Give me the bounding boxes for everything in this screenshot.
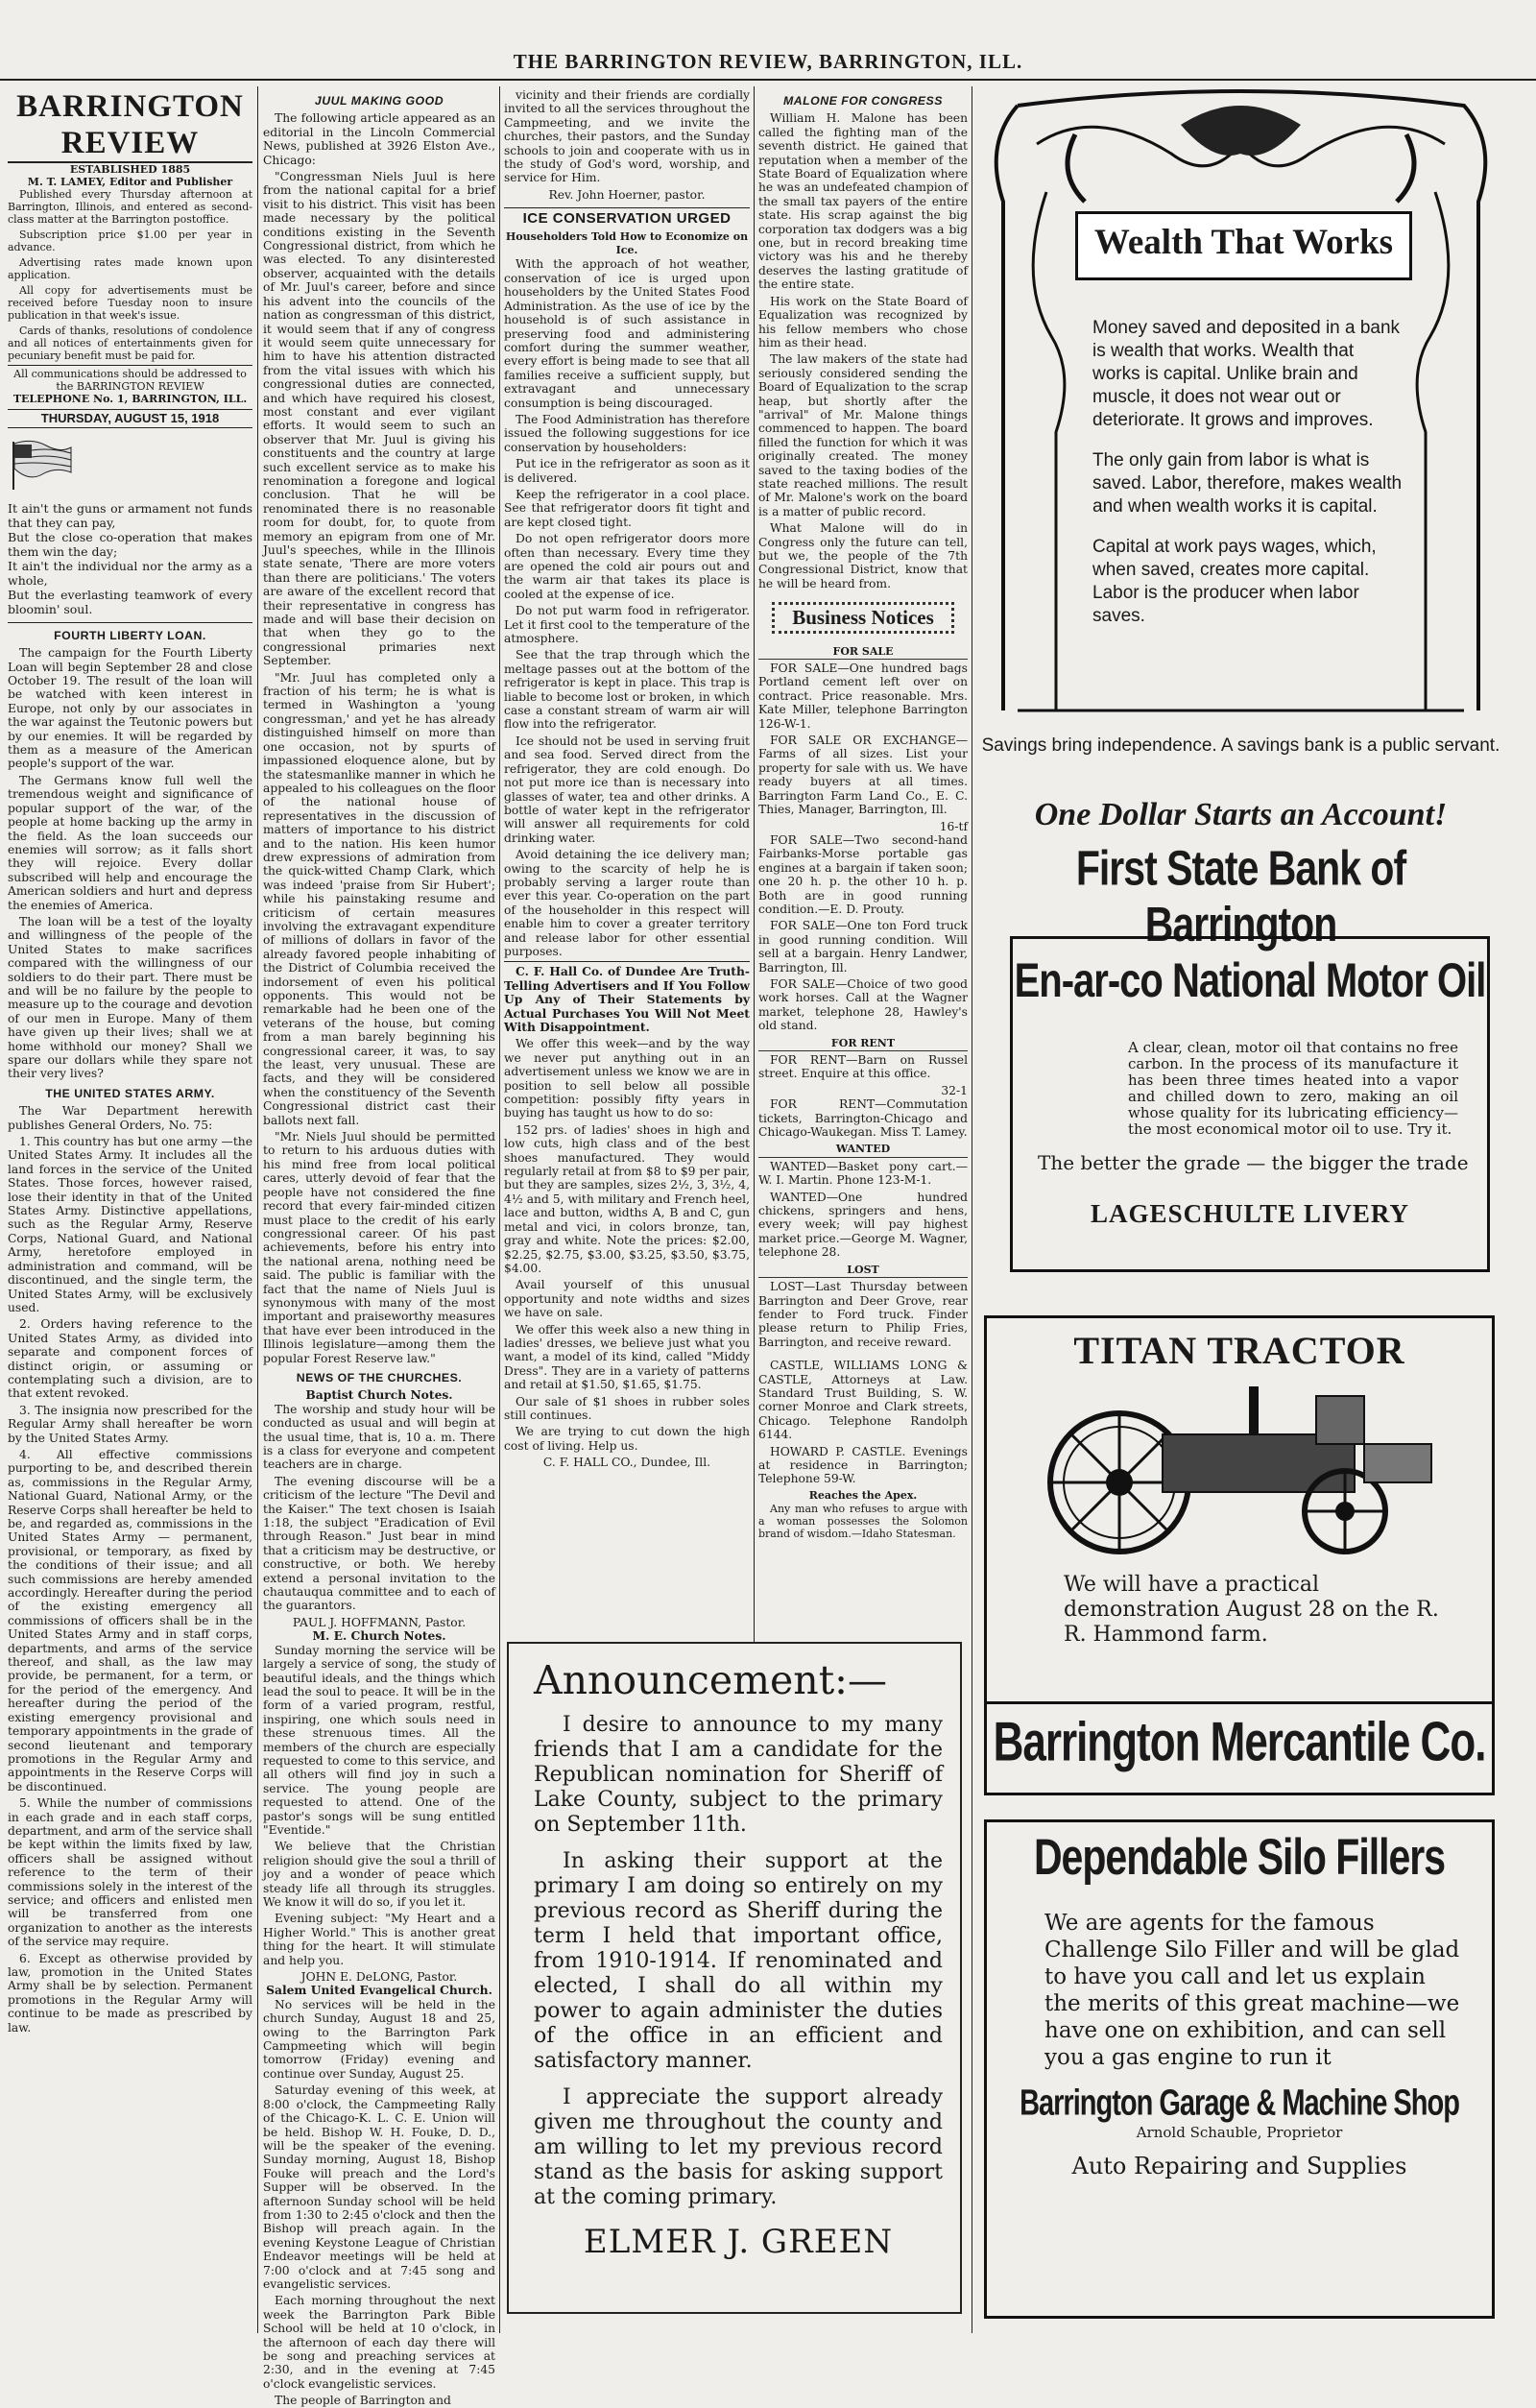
article-paragraph: Evening subject: "My Heart and a Higher World." This is another great thing for the heart. It will stimulate and help you. <box>263 1912 495 1967</box>
announcement-paragraph: In asking their support at the primary I am doing so entirely on my previous record as Sheriff during the term I held that important office, from 1910-1914. If renominated and elected, I shall do all within my power to again administer the duties of the office in an efficient and satisfactory manner. <box>534 1849 943 2073</box>
tractor-title: TITAN TRACTOR <box>1073 1329 1405 1372</box>
signature: C. F. HALL CO., Dundee, Ill. <box>542 1456 711 1470</box>
signature: Rev. John Hoerner, pastor. <box>548 187 706 202</box>
article-paragraph: The evening discourse will be a criticism of the lecture "The Devil and the Kaiser." The text chosen is Isaiah 1:18, the subject "Eradication of Evil through Reason." Just bear in mind that a criticism may be destructive, or constructive, or both. We hereby extend a personal invitation to the chautauqua committee and to each of the guarantors. <box>263 1474 495 1613</box>
bank-name: First State Bank of Barrington <box>1075 840 1406 952</box>
classified-ad: FOR SALE—One ton Ford truck in good running condition. Will sell at a bargain. Henry Landwer, Barrington, Ill. <box>758 919 968 975</box>
for-rent-subhead: FOR RENT <box>758 1037 968 1051</box>
article-paragraph: Sunday morning the service will be largely a service of song, the study of beautiful ideals, and the things which lead the soul to peace. It will be in the form of a varied program, restful, inspiring, one which souls need in these strenuous times. All the members of the church are especially requested to come to this service, and all others will find joy in such a service. The young people are requested to attend. One of the pastor's songs will be sung entitled "Eventide." <box>263 1643 495 1837</box>
poem-line: It ain't the guns or armament not funds that they can pay, <box>8 500 252 530</box>
article-paragraph: 6. Except as otherwise provided by law, promotion in the United States Army shall be by selection. Permanent promotions in the Regular Army will continue to be made as prescribed by law. <box>8 1951 252 2035</box>
subscription-note: Subscription price $1.00 per year in advance. <box>8 229 252 253</box>
tractor-body: We will have a practical demonstration August 28 on the R. R. Hammond farm. <box>1064 1573 1439 1647</box>
classified-ad: FOR SALE—One hundred bags Portland cement left over on contract. Price reasonable. Mrs. Kate Miller, telephone Barrington 126-W-1. <box>758 662 968 731</box>
announcement-paragraph: I appreciate the support already given me throughout the county and am willing to let my previous record stand as the basis for asking support at the coming primary. <box>534 2085 943 2209</box>
article-paragraph: The Germans know full well the tremendous weight and significance of popular support of the war, of the people at home backing up the army in the field. As the loan succeeds our enemies will sorrow; as it falls short they will rejoice. Every dollar subscribed will help and encourage the American soldiers and hurt and depress the enemies of America. <box>8 773 252 912</box>
article-paragraph: Do not put warm food in refrigerator. Let it first cool to the temperature of the atmosphere. <box>504 604 750 646</box>
ad-number: 32-1 <box>941 1083 968 1097</box>
article-paragraph: "Mr. Juul has completed only a fraction of his term; he is what is termed in Washington a 'young congressman,' and yet he has already distinguished himself on more than one occasion, not by spurts of impassioned eloquence alone, but by the statesmanlike manner in which he appealed to his colleagues on the floor of the national house of representatives in the discussion of matters of importance to his district and to the nation. His keen humor drew expressions of admiration from the quick-witted Champ Clark, which was indeed 'praise from Sir Hubert'; while his painstaking resume and criticism of certain measures involving the extravagant expenditure of millions of dollars in favor of the already favored people inhabiting of the District of Columbia received the indorsement of even his political opponents. This would not be remarkable had he been one of the veterans of the house, but coming from a man barely beginning his congressional career, it was, to say the least, very unusual. These are facts, and they will be considered when the constituency of the Seventh Congressional district cast their ballots next fall. <box>263 670 495 1127</box>
classified-ad: WANTED—Basket pony cart.—W. I. Martin. Phone 123-M-1. <box>758 1159 968 1188</box>
article-paragraph: Do not open refrigerator doors more often than necessary. Every time they are opened the cold air pours out and the warm air that takes its place is cooled at the expense of ice. <box>504 532 750 601</box>
copy-note: All copy for advertisements must be received before Tuesday noon to insure publication in that week's issue. <box>8 284 252 322</box>
signature: PAUL J. HOFFMANN, Pastor. <box>292 1615 467 1629</box>
article-paragraph: The worship and study hour will be conducted as usual and will begin at the usual time, that is, 10 a. m. There is a class for everyone and competent teachers are in charge. <box>263 1402 495 1472</box>
bank-ad <box>979 86 1502 759</box>
advertising-note: Advertising rates made known upon application. <box>8 256 252 281</box>
livery-name: LAGESCHULTE LIVERY <box>1091 1199 1409 1228</box>
article-paragraph: See that the trap through which the meltage passes out at the bottom of the refrigerator is kept in place. This trap is liable to become lost or broken, in which case a constant stream of warm air will flow into the refrigerator. <box>504 648 750 732</box>
article-paragraph: The law makers of the state had seriously considered sending the Board of Equalization to the scrap heap, but shortly after the "arrival" of Mr. Malone things commenced to happen. The board filled the function for which it was originally created. The money saved to the taxing bodies of the state reached millions. The result of Mr. Malone's work on the board is a matter of public record. <box>758 352 968 518</box>
column-rule <box>257 86 258 2333</box>
juul-headline: JUUL MAKING GOOD <box>314 94 444 108</box>
flag-icon <box>8 438 75 492</box>
classified-ad: LOST—Last Thursday between Barrington and Deer Grove, rear fender to Ford truck. Finder please return to Philip Fries, Barrington, and receive reward. <box>758 1280 968 1349</box>
article-paragraph: We believe that the Christian religion should give the soul a thrill of joy and a wonder of peace which steady life all through its struggles. We know it will do so, if you let it. <box>263 1840 495 1909</box>
editor-line: M. T. LAMEY, Editor and Publisher <box>27 176 233 188</box>
article-paragraph: Put ice in the refrigerator as soon as it is delivered. <box>504 457 750 485</box>
ad-number: 16-tf <box>939 819 968 833</box>
article-paragraph: We are trying to cut down the high cost of living. Help us. <box>504 1425 750 1453</box>
oil-title: En-ar-co National Motor Oil <box>1014 954 1486 1008</box>
top-rule <box>0 79 1536 81</box>
masthead <box>8 88 252 188</box>
poem-line: It ain't the individual nor the army as a whole, <box>8 558 252 588</box>
law-card: CASTLE, WILLIAMS LONG & CASTLE, Attorneys at Law. Standard Trust Building, S. W. corner Monroe and Clark streets, Chicago. Telephone Randolph 6144. <box>758 1359 968 1442</box>
savings-slogan: Savings bring independence. A savings bank is a public servant. <box>981 735 1500 756</box>
article-paragraph: Each morning throughout the next week the Barrington Park Bible School will be held at 10 o'clock, in the afternoon of each day there will be song and preaching services at 2:30, and in the evening at 7:45 o'clock evangelistic services. <box>263 2294 495 2391</box>
churches-headline: NEWS OF THE CHURCHES. <box>296 1370 463 1385</box>
tractor-icon <box>1028 1377 1451 1559</box>
hall-co-headline: C. F. Hall Co. of Dundee Are Truth-Telling Advertisers and If You Follow Up Any of Their Statements by Actual Purchases You Will Not Meet With Disappointment. <box>504 961 750 1034</box>
for-sale-subhead: FOR SALE <box>758 645 968 660</box>
classified-ad: FOR RENT—Commutation tickets, Barrington-Chicago and Chicago-Waukegan. Miss T. Lamey. <box>758 1097 968 1140</box>
oil-slogan: The better the grade — the bigger the trade <box>1038 1151 1469 1174</box>
article-paragraph: vicinity and their friends are cordially invited to all the services throughout the Campmeeting, and we invite the churches, their pastors, and the Sunday schools to join and cooperate with us in the study of God's word, worship, and service for Him. <box>504 88 750 185</box>
wealth-title: Wealth That Works <box>1075 211 1412 280</box>
oil-body: A clear, clean, motor oil that contains no free carbon. In the process of its manufacture it has been three times heated into a vapor and chilled down to zero, making an oil whose quality for its lubricating efficiency—the most economical motor oil to use. Try it. <box>1128 1039 1458 1138</box>
law-card: HOWARD P. CASTLE. Evenings at residence in Barrington; Telephone 59-W. <box>758 1444 968 1486</box>
wealth-paragraph: Capital at work pays wages, which, when saved, creates more capital. Labor is the producer when labor saves. <box>1092 537 1377 626</box>
column-rule <box>499 86 500 2333</box>
announcement-signature: ELMER J. GREEN <box>583 2223 894 2261</box>
article-paragraph: The following article appeared as an editorial in the Lincoln Commercial News, published at 3926 Elston Ave., Chicago: <box>263 111 495 167</box>
classified-ad: FOR SALE—Two second-hand Fairbanks-Morse portable gas engines at a bargain if taken soon; one 20 h. p. the other 10 h. p. Both are in good running condition.—E. D. Prouty. <box>758 832 968 916</box>
silo-title: Dependable Silo Fillers <box>1033 1828 1446 1886</box>
article-paragraph: Ice should not be used in serving fruit and sea food. Served direct from the refrigerator, they are cold enough. Do not put more ice than is necessary into glasses of water, tea and other drinks. A bottle of water kept in the refrigerator will answer all requirements for cold drinking water. <box>504 734 750 845</box>
garage-name: Barrington Garage & Machine Shop <box>1020 2083 1459 2124</box>
auto-repair-line: Auto Repairing and Supplies <box>1071 2153 1407 2179</box>
article-paragraph: We offer this week—and by the way we never put anything out in an advertisement unless we know we are in position to sell below all possible competition: possibly fifty years in buying has taught us how to do so: <box>504 1037 750 1120</box>
ice-headline: ICE CONSERVATION URGED <box>504 207 750 226</box>
column-rule <box>754 86 755 1642</box>
column-3 <box>504 88 750 1634</box>
article-paragraph: William H. Malone has been called the fighting man of the seventh district. He gained that reputation when a member of the State Board of Equalization where he was an undefeated champion of the small tax payers of the entire state. His scrap against the big corporation tax dodgers was a big one, but in record breaking time victory was his and he thereby deserves the lasting gratitude of the entire state. <box>758 111 968 292</box>
wanted-subhead: WANTED <box>758 1143 968 1157</box>
wealth-paragraph: The only gain from labor is what is saved. Labor, therefore, makes wealth and when wealth works it is capital. <box>1092 450 1403 517</box>
motor-oil-ad <box>1010 936 1490 1272</box>
article-paragraph: 152 prs. of ladies' shoes in high and low cuts, high class and of the best shoes manufactured. They would regularly retail at from $8 to $9 per pair, but they are samples, sizes 2½, 3, 3½, 4, 4½ and 5, with military and French heel, lace and button, widths A, B and C, gun metal and vici, in colors bronze, tan, gray and white. Note the prices: $2.00, $2.25, $2.75, $3.00, $3.25, $3.50, $3.75, $4.00. <box>504 1122 750 1275</box>
cards-note: Cards of thanks, resolutions of condolence and all notices of entertainments given for pecuniary benefit must be paid for. <box>8 325 252 362</box>
classified-ad: WANTED—One hundred chickens, springers and hens, every week; will pay highest market price.—George M. Wagner, telephone 28. <box>758 1190 968 1260</box>
army-headline: THE UNITED STATES ARMY. <box>45 1086 215 1100</box>
baptist-subhead: Baptist Church Notes. <box>305 1387 453 1403</box>
column-2 <box>263 88 495 2408</box>
article-paragraph: With the approach of hot weather, conservation of ice is urged upon householders by the United States Food Administration. As the use of ice by the household is of such assistance in preserving food and administering comfort during the summer weather, every effort is being made to see that all families receive a sufficient supply, but extravagant and unnecessary consumption is being discouraged. <box>504 257 750 410</box>
article-paragraph: 2. Orders having reference to the United States Army, as divided into separate and component forces of distinct origin, or assuming or contemplating such a division, are to that extent revoked. <box>8 1317 252 1401</box>
apex-subhead: Reaches the Apex. <box>808 1488 918 1502</box>
article-paragraph: 1. This country has but one army —the United States Army. It includes all the land forces in the service of the United States. Those forces, however raised, lose their identity in that of the United States Army. Distinctive appellations, such as the Regular Army, Reserve Corps, National Guard, and National Army, heretofore employed in administration and command, will be discontinued, and the single term, the United States Army, will be exclusively used. <box>8 1135 252 1314</box>
apex-paragraph: Any man who refuses to argue with a woman possesses the Solomon brand of wisdom.—Idaho Statesman. <box>758 1503 968 1541</box>
wealth-body <box>1092 317 1404 645</box>
announcement-box <box>507 1642 962 2314</box>
article-paragraph: Our sale of $1 shoes in rubber soles still continues. <box>504 1394 750 1422</box>
business-notices-title: Business Notices <box>772 602 954 633</box>
article-paragraph: Avail yourself of this unusual opportunity and note widths and sizes we have on sale. <box>504 1278 750 1320</box>
poem-line: But the close co-operation that makes them win the day; <box>8 529 252 559</box>
announcement-title: Announcement:— <box>534 1657 887 1703</box>
mercantile-ad <box>984 1704 1495 1795</box>
article-paragraph: 3. The insignia now prescribed for the Regular Army shall hereafter be worn by the United States Army. <box>8 1403 252 1445</box>
article-paragraph: "Mr. Niels Juul should be permitted to return to his arduous duties with his mind free from local political cares, utterly devoid of fear that the people have not considered the fine record that every fair-minded citizen must place to the credit of his early congressional career. Of his past achievements, before his entry into the national arena, nothing need be said. The public is familiar with the fact that the name of Niels Juul is synonymous with many of the most important and praiseworthy measures that have ever been introduced in the Illinois legislature—among them the popular Forest Reserve law." <box>263 1130 495 1365</box>
silo-filler-ad <box>984 1819 1495 2319</box>
poem-line: But the everlasting teamwork of every bloomin' soul. <box>8 587 252 616</box>
telephone-line: TELEPHONE No. 1, BARRINGTON, ILL. <box>12 393 248 405</box>
article-paragraph: Saturday evening of this week, at 8:00 o'clock, the Campmeeting Rally of the Chicago-K. L. C. E. Union will be held. Bishop W. H. Fouke, D. D., will be the speaker of the evening. Sunday morning, August 18, Bishop Fouke will preach and the Lord's Supper will be observed. In the afternoon Sunday school will be held from 1:30 to 2:45 o'clock and then the Bishop will preach again. In the evening Keystone League of Christian Endeavor meetings will be held at 7:00 o'clock and at 7:45 song and evangelistic services. <box>263 2083 495 2291</box>
wealth-paragraph: Money saved and deposited in a bank is wealth that works. Wealth that works is capital. Unlike brain and muscle, it does not wear out or deteriorate. It grows and improves. <box>1092 318 1401 430</box>
article-paragraph: The loan will be a test of the loyalty and willingness of the people of the United States to make sacrifices compared with the willingness of our soldiers to do their part. There must be and will be no failure by the people to measure up to the courage and devotion of our men in Europe. Many of them have given up their lives; shall we at home withhold our money? Shall we spare our dollars while they spare not their very lives? <box>8 914 252 1081</box>
column-4 <box>758 88 968 1634</box>
classified-ad: FOR SALE OR EXCHANGE—Farms of all sizes. List your property for sale with us. We have ready buyers at all times. Barrington Farm Land Co., E. C. Thies, Manager, Barrington, Ill. <box>758 734 968 817</box>
article-paragraph: The campaign for the Fourth Liberty Loan will begin September 28 and close October 19. The result of the loan will be watched with keen interest in Europe, not only by our associates in the war against the Teutonic powers but by our enemies. It will be regarded by them as a measure of the American people's support of the war. <box>8 646 252 771</box>
divider <box>8 622 252 623</box>
established-line: ESTABLISHED 1885 <box>69 163 191 176</box>
liberty-loan-headline: FOURTH LIBERTY LOAN. <box>54 628 206 642</box>
masthead-title: BARRINGTON REVIEW <box>8 88 252 163</box>
one-dollar-slogan: One Dollar Starts an Account! <box>1034 797 1448 832</box>
silo-body: We are agents for the famous Challenge Silo Filler and will be glad to have you call and let us explain the merits of this great machine—we have one on exhibition, and can sell you a gas engine to run it <box>1044 1911 1460 2070</box>
ice-subhead: Householders Told How to Economize on Ice. <box>505 229 749 257</box>
announcement-paragraph: I desire to announce to my many friends that I am a candidate for the Republican nomination for Sheriff of Lake County, subject to the primary on September 11th. <box>534 1713 943 1837</box>
article-paragraph: "Congressman Niels Juul is here from the national capital for a brief visit to his district. This visit has been made necessary by the political conditions existing in the Seventh Congressional district, from which he was elected. To any disinterested observer, acquainted with the details of Mr. Juul's career, before and since his advent into the councils of the nation as congressman of this district, it would seem that if any of congress it would seem quite unnecessary for him to have his attention distracted from the vital issues with which his congressional duties are connected, and which have required his closest, most constant and ever vigilant efforts. It would seem to such an observer that Mr. Juul is giving his constituents and the country at large such excellent service as to make his renomination a foregone and logical conclusion. That he will be renominated there is no reasonable room for doubt, for, to quote from memory an epigram from one of Mr. Juul's speeches, while in the Illinois state senate, 'There are more voters than there are politicians.' The voters are aware of the excellent record that their representative in congress has made and will base their decision on that when they go to the congressional primaries next September. <box>263 170 495 668</box>
salem-subhead: Salem United Evangelical Church. <box>266 1983 492 1998</box>
column-1 <box>8 88 252 2335</box>
signature: JOHN E. DeLONG, Pastor. <box>300 1970 458 1985</box>
address-line: All communications should be addressed to the BARRINGTON REVIEW <box>8 365 252 393</box>
article-paragraph: Avoid detaining the ice delivery man; owing to the scarcity of help he is probably serving a larger route than ever this year. Co-operation on the part of the householder in this respect will enable him to cover a greater territory and release labor for other essential purposes. <box>504 848 750 958</box>
article-paragraph: His work on the State Board of Equalization was recognized by his fellow members who chose him as their head. <box>758 294 968 349</box>
article-paragraph: What Malone will do in Congress only the future can tell, but we, the people of the 7th Congressional District, know that he will be heard from. <box>758 521 968 590</box>
malone-headline: MALONE FOR CONGRESS <box>783 94 943 108</box>
article-paragraph: 4. All effective commissions purporting to be, and described therein as, commissions in the Regular Army, National Guard, National Army, or the Reserve Corps shall hereafter be held to be, and regarded as, commissions in the United States Army — permanent, provisional, or temporary, as fixed by the conditions of their issue; and all such commissions are hereby amended accordingly. Hereafter during the period of the existing emergency all commissions of officers shall be in the United States Army and in staff corps, departments, and arms of the service thereof, and shall, as the law may provide, be permanent, for a term, or for the period of the emergency. And hereafter during the period of the existing emergency provisional and temporary appointments in the grade of second lieutenant and temporary promotions in the Regular Army and appointments in the Reserve Corps will be discontinued. <box>8 1447 252 1794</box>
proprietor-line: Arnold Schauble, Proprietor <box>1136 2124 1343 2141</box>
article-paragraph: 5. While the number of commissions in each grade and in each staff corps, department, and arm of the service shall be kept within the limits fixed by law, officers shall be assigned without reference to the term of their commissions solely in the interest of the service; and officers and enlisted men will be transferred from one organization to another as the interests of the service may require. <box>8 1796 252 1949</box>
mercantile-name: Barrington Mercantile Co. <box>993 1712 1486 1773</box>
issue-date: THURSDAY, AUGUST 15, 1918 <box>8 409 252 428</box>
article-paragraph: The Food Administration has therefore issued the following suggestions for ice conservation by householders: <box>504 412 750 454</box>
article-paragraph: The War Department herewith publishes General Orders, No. 75: <box>8 1104 252 1132</box>
tractor-ad <box>984 1315 1495 1704</box>
publication-note: Published every Thursday afternoon at Barrington, Illinois, and entered as second-class matter at the Barrington postoffice. <box>8 188 252 226</box>
article-paragraph: The people of Barrington and <box>275 2394 451 2408</box>
classified-ad: FOR RENT—Barn on Russel street. Enquire at this office. <box>758 1053 968 1081</box>
article-paragraph: No services will be held in the church Sunday, August 18 and 25, owing to the Barrington Park Campmeeting which will begin tomorrow (Friday) evening and continue over Sunday, August 25. <box>263 1997 495 2081</box>
article-paragraph: We offer this week also a new thing in ladies' dresses, we believe just what you want, a model of its kind, called "Middy Dress". They are in a variety of patterns and retail at $1.50, $1.65, $1.75. <box>504 1322 750 1392</box>
me-church-subhead: M. E. Church Notes. <box>312 1628 446 1644</box>
article-paragraph: Keep the refrigerator in a cool place. See that refrigerator doors fit tight and are kept closed tight. <box>504 487 750 529</box>
running-head: THE BARRINGTON REVIEW, BARRINGTON, ILL. <box>513 50 1023 73</box>
classified-ad: FOR SALE—Choice of two good work horses. Call at the Wagner market, telephone 28, Hawley's old stand. <box>758 976 968 1033</box>
poem <box>8 501 252 616</box>
lost-subhead: LOST <box>758 1264 968 1278</box>
